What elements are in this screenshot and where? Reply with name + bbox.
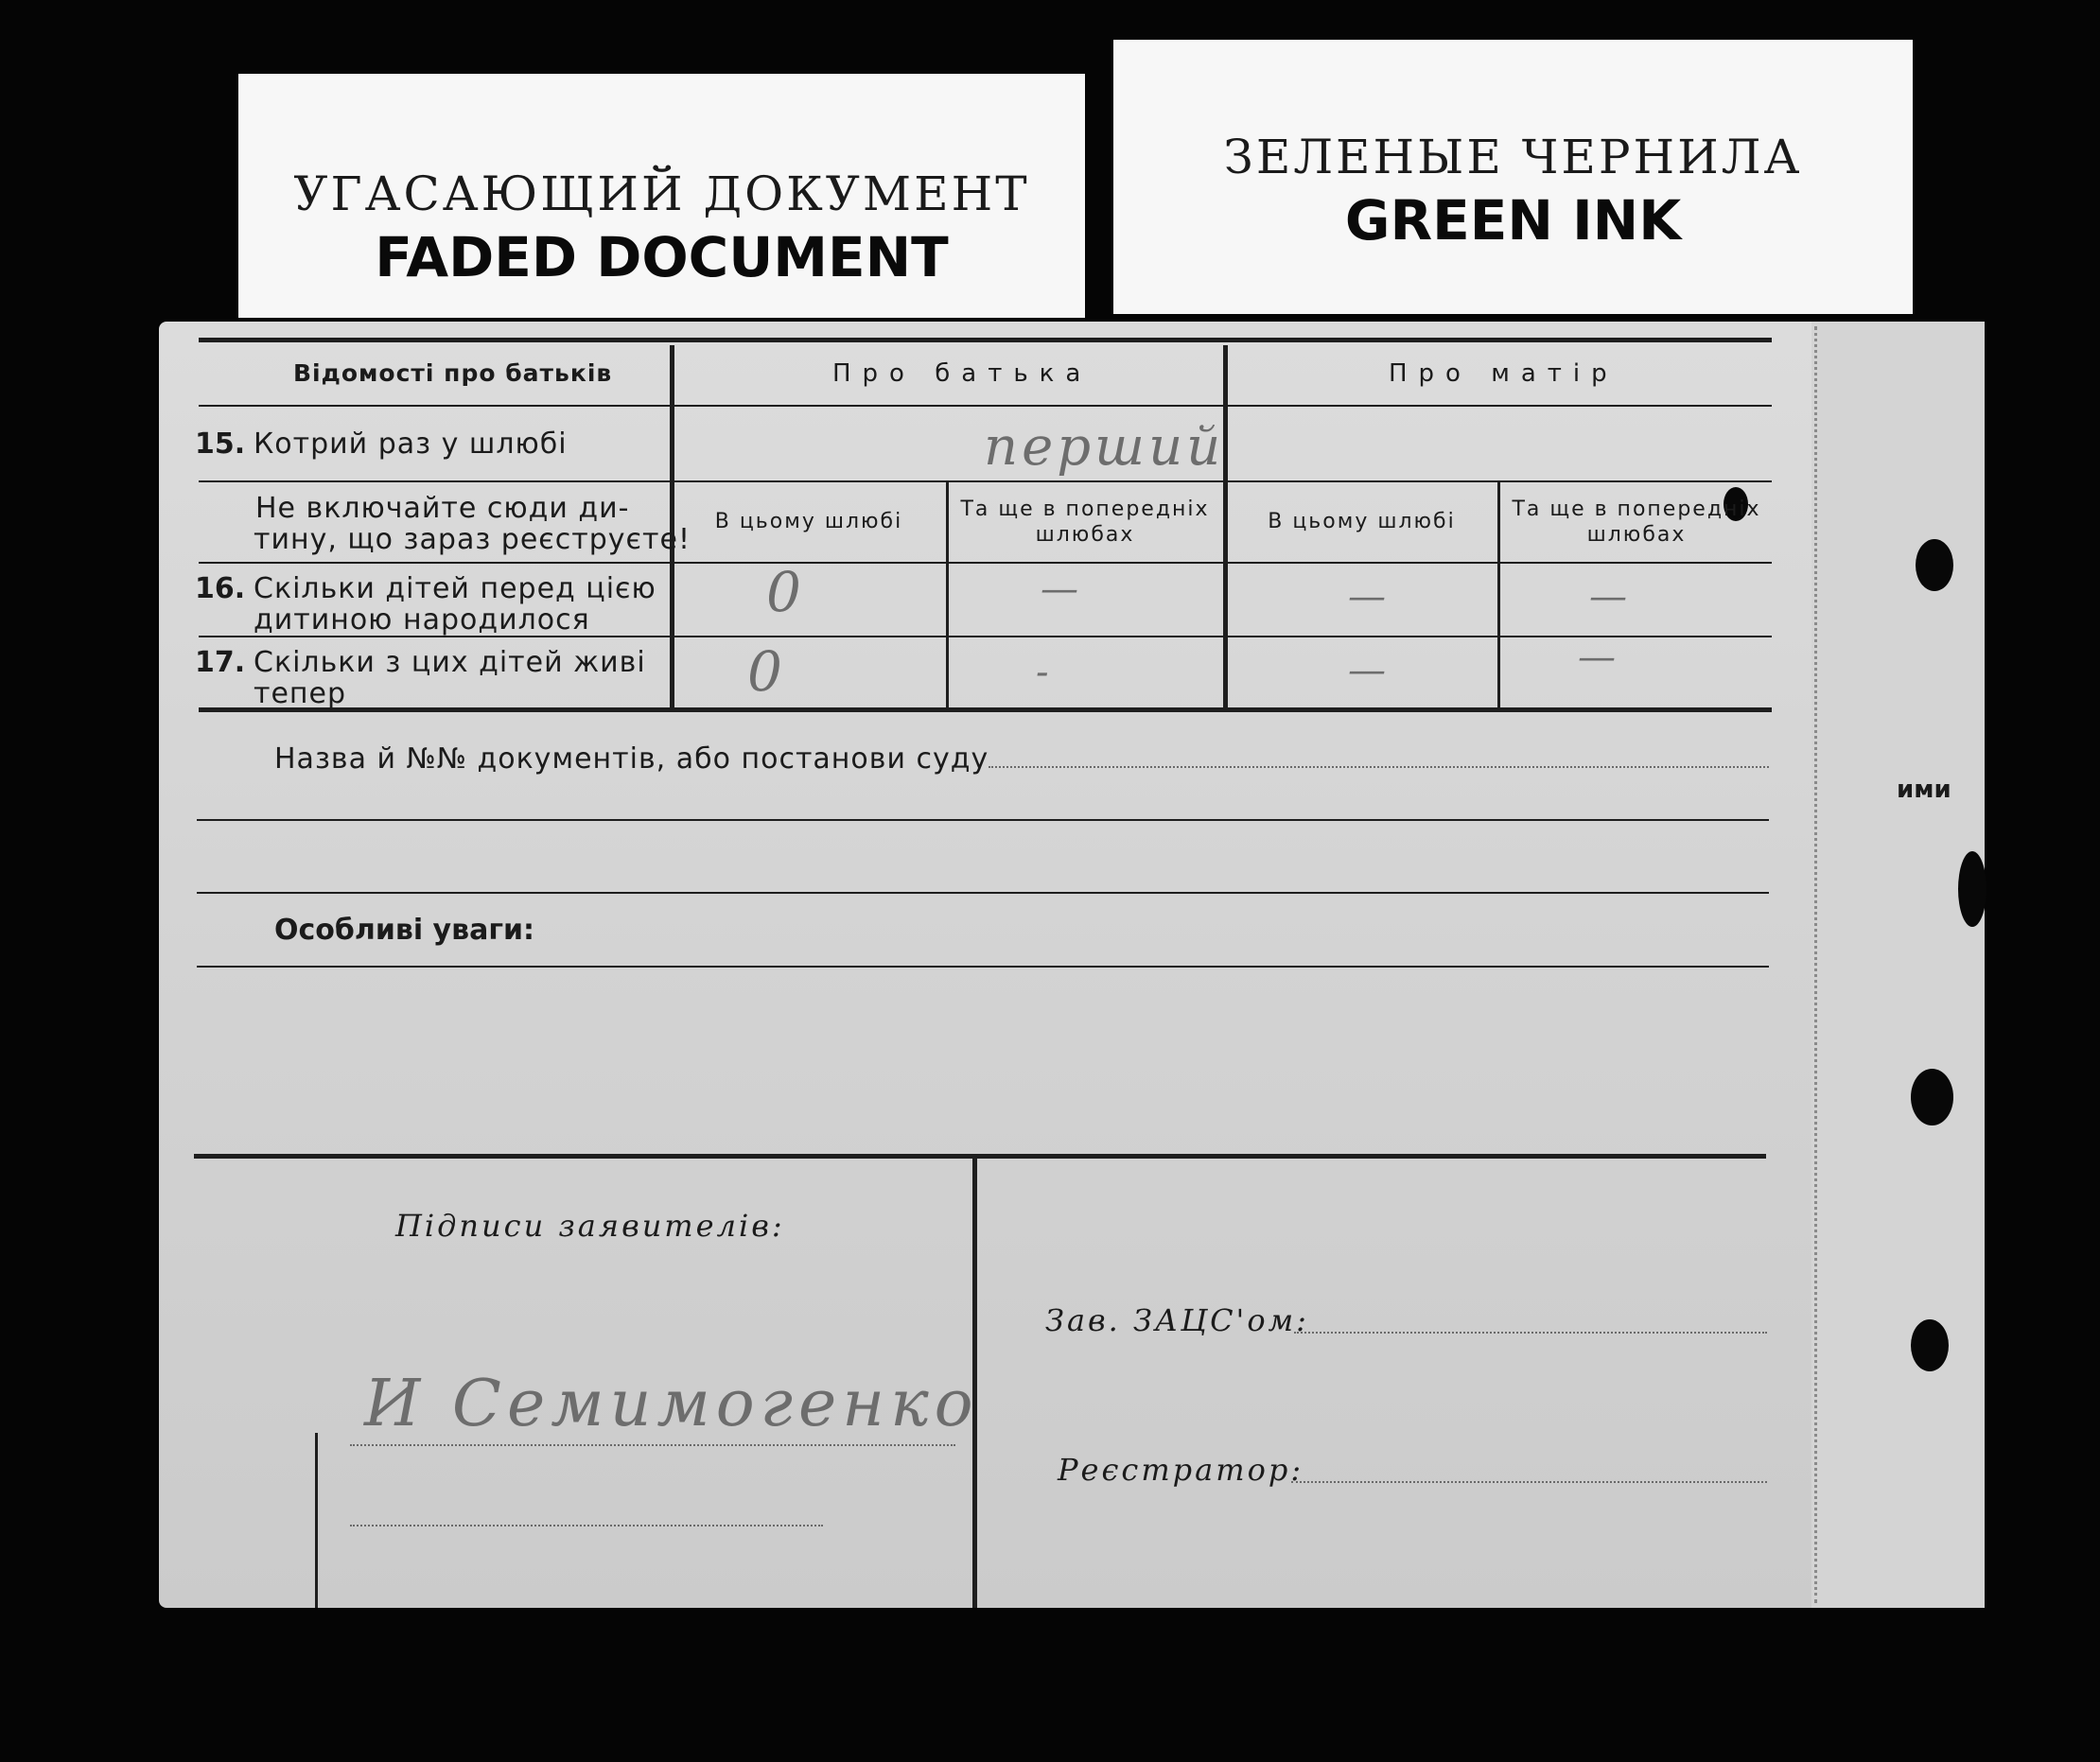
perforated-strip bbox=[1811, 322, 1985, 1608]
mother-this-marriage: В цьому шлюбі bbox=[1268, 510, 1456, 533]
green-ink-label bbox=[1113, 40, 1913, 314]
divider-mother-sub bbox=[1497, 482, 1500, 707]
mother-prev-marriages bbox=[1501, 497, 1772, 548]
row16-mother-prev: — bbox=[1589, 575, 1627, 619]
documents-dotted-line bbox=[989, 766, 1769, 768]
documents-rule-1 bbox=[197, 819, 1769, 821]
edge-fragment-text: ими bbox=[1897, 776, 1951, 804]
row17-number: 17. bbox=[195, 646, 246, 679]
mother-prev-line-1: Та ще в попередніх bbox=[1512, 497, 1761, 521]
documents-label: Назва й №№ документів, або постанови суду bbox=[274, 742, 989, 776]
signatures-label: Підписи заявителів: bbox=[395, 1208, 785, 1244]
row15-value: перший bbox=[984, 416, 1225, 478]
mother-prev-line-2: шлюбах bbox=[1586, 523, 1687, 547]
header-col-info: Відомості про батьків bbox=[293, 359, 613, 387]
row15-number: 15. bbox=[195, 427, 246, 461]
remarks-label: Особливі уваги: bbox=[274, 914, 535, 947]
row17-father-this: 0 bbox=[747, 639, 782, 704]
header-col-father: Про батька bbox=[832, 359, 1093, 388]
punch-hole bbox=[1916, 539, 1953, 591]
row16-father-prev: — bbox=[1041, 567, 1078, 611]
note-line-2: тину, що зараз реєструєте! bbox=[254, 523, 691, 556]
father-prev-line-1: Та ще в попередніх bbox=[960, 497, 1210, 521]
faded-document-label bbox=[238, 74, 1085, 318]
row17-label-1: Скільки з цих дітей живі bbox=[254, 646, 646, 679]
row16-father-this: 0 bbox=[766, 560, 801, 624]
header-col-mother: Про матір bbox=[1389, 359, 1619, 388]
faded-document-label-ru: УГАСАЮЩИЙ ДОКУМЕНТ bbox=[293, 166, 1030, 221]
row17-label-2: тепер bbox=[254, 677, 347, 710]
father-this-marriage: В цьому шлюбі bbox=[714, 510, 903, 533]
green-ink-label-en: GREEN INK bbox=[1344, 188, 1682, 253]
signature-value: И Семимогенко bbox=[364, 1367, 979, 1441]
punch-hole bbox=[1911, 1069, 1953, 1125]
remarks-rule bbox=[197, 966, 1769, 968]
row16-label-2: дитиною народилося bbox=[254, 603, 590, 637]
documents-rule-2 bbox=[197, 892, 1769, 894]
note-line-1: Не включайте сюди ди- bbox=[255, 492, 630, 525]
row17-mother-this: — bbox=[1348, 649, 1386, 692]
signature-left-bracket bbox=[315, 1433, 318, 1608]
row16-number: 16. bbox=[195, 572, 246, 605]
table-top-rule bbox=[199, 338, 1772, 342]
head-dotted-line bbox=[1294, 1332, 1767, 1334]
row17-father-prev: - bbox=[1036, 651, 1049, 694]
perforation-line bbox=[1814, 326, 1817, 1603]
father-prev-marriages bbox=[950, 497, 1220, 548]
divider-father-sub bbox=[946, 482, 949, 707]
punch-hole bbox=[1911, 1319, 1949, 1371]
signature-line-1 bbox=[350, 1444, 955, 1446]
row15-bottom-rule bbox=[199, 480, 1772, 482]
row15-label: Котрий раз у шлюбі bbox=[254, 427, 568, 461]
registrar-label: Реєстратор: bbox=[1058, 1452, 1304, 1488]
row16-mother-this: — bbox=[1348, 575, 1386, 619]
head-label: Зав. ЗАЦС'ом: bbox=[1045, 1302, 1309, 1338]
header-bottom-rule bbox=[199, 405, 1772, 407]
row16-label-1: Скільки дітей перед цією bbox=[254, 572, 656, 605]
row17-mother-prev: — bbox=[1578, 636, 1616, 679]
green-ink-label-ru: ЗЕЛЕНЫЕ ЧЕРНИЛА bbox=[1223, 130, 1803, 184]
table-bottom-rule bbox=[199, 707, 1772, 712]
faded-document-label-en: FADED DOCUMENT bbox=[375, 225, 949, 289]
father-prev-line-2: шлюбах bbox=[1035, 523, 1135, 547]
registrar-dotted-line bbox=[1291, 1481, 1767, 1483]
punch-hole bbox=[1958, 851, 1986, 927]
note-bottom-rule bbox=[199, 562, 1772, 564]
remarks-bottom-rule bbox=[194, 1154, 1766, 1159]
signature-line-2 bbox=[350, 1525, 823, 1526]
